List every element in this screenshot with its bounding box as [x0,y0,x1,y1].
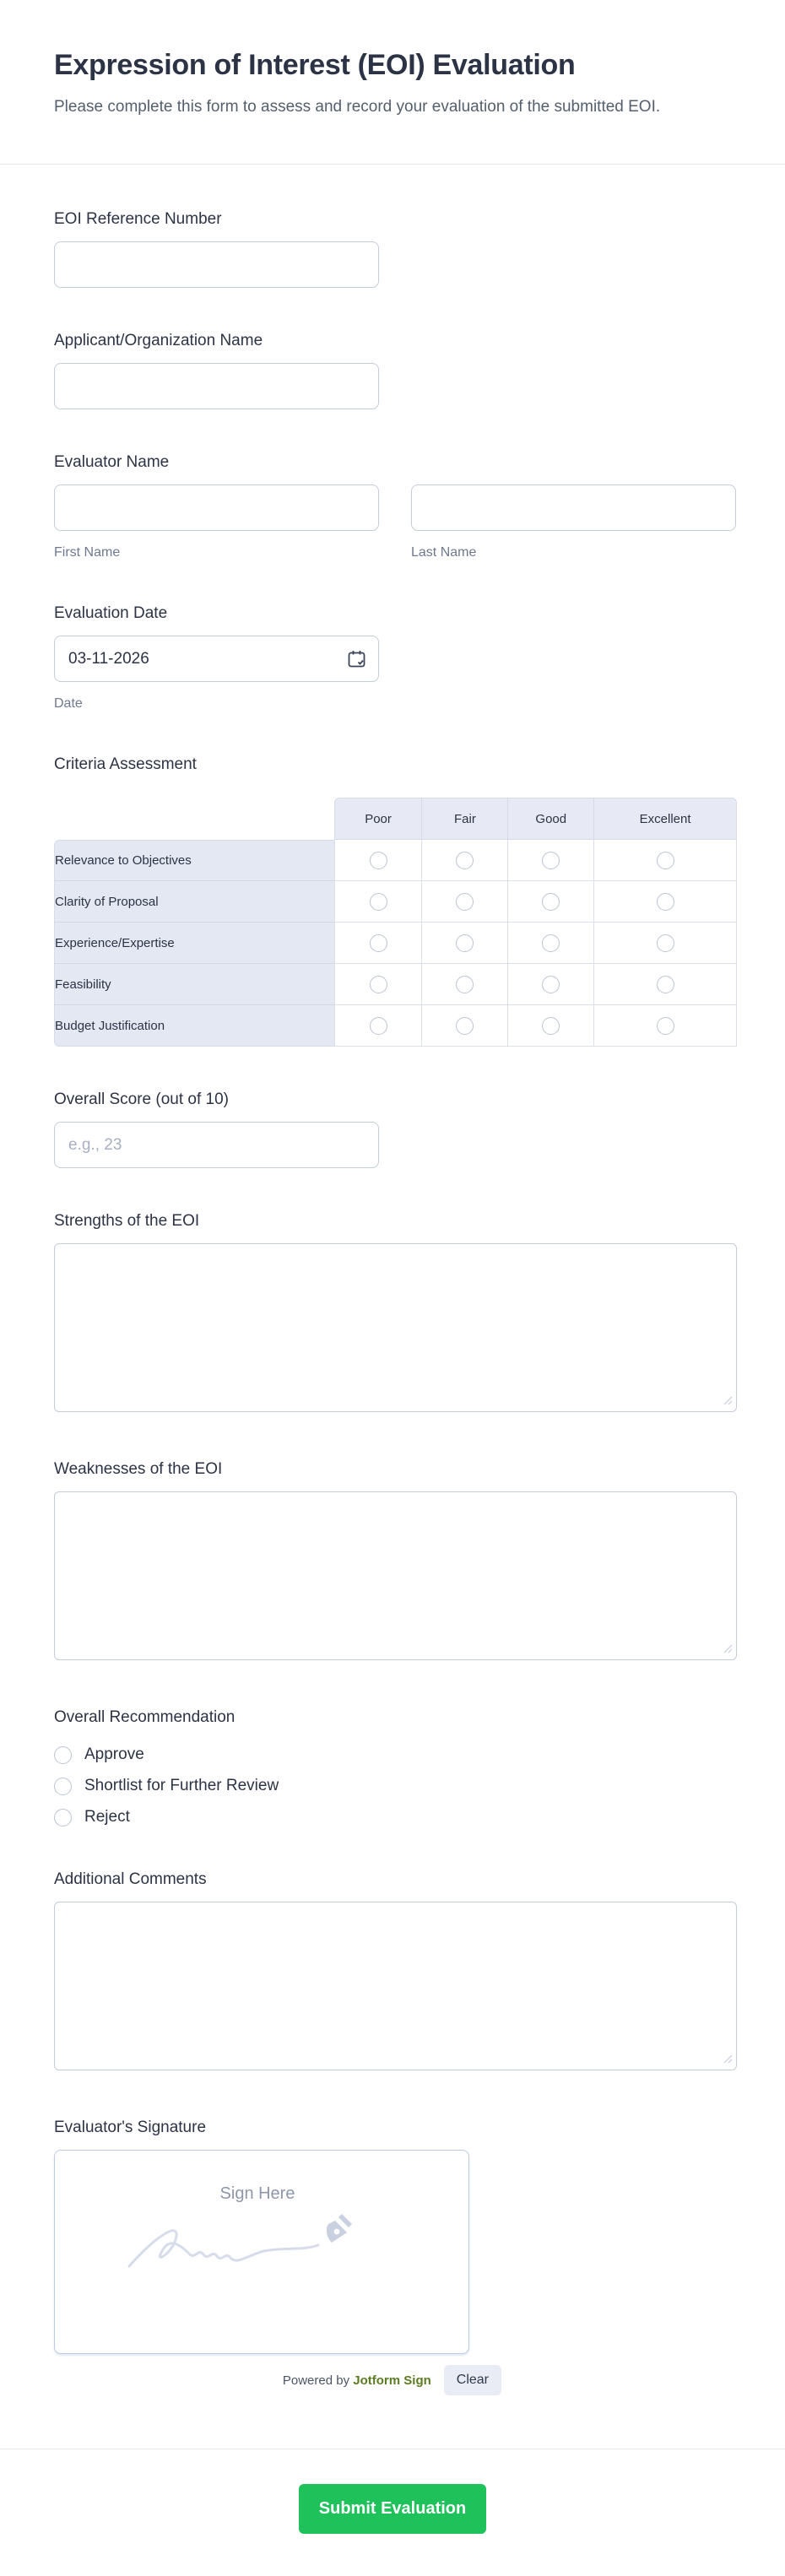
recommendation-option [54,1745,737,1764]
matrix-radio-good[interactable] [542,1017,560,1035]
matrix-radio-good[interactable] [542,893,560,911]
weaknesses-label: Weaknesses of the EOI [54,1460,223,1478]
matrix-row [54,964,737,1005]
matrix-body [54,840,737,1047]
matrix-radio-poor[interactable] [370,976,387,993]
matrix-radio-excellent[interactable] [657,976,674,993]
matrix-radio-cell [421,964,507,1005]
recommendation-option-label: Reject [84,1808,130,1826]
matrix-row-label: Experience/Expertise [54,923,334,964]
last-name-sublabel: Last Name [411,545,477,560]
recommendation-option-label: Shortlist for Further Review [84,1777,279,1794]
weaknesses-textarea[interactable] [54,1491,737,1660]
resize-grip-icon[interactable] [723,1394,733,1410]
matrix-radio-cell [421,923,507,964]
resize-grip-icon[interactable] [723,1642,733,1658]
matrix-row [54,923,737,964]
evaluator-name-label: Evaluator Name [54,453,170,471]
matrix-radio-cell [507,840,593,881]
eoi-reference-label: EOI Reference Number [54,210,222,228]
field-evaluation-date [54,604,737,712]
recommendation-radio[interactable] [54,1778,72,1795]
evaluator-name-row [54,484,737,560]
matrix-column-header: Fair [421,798,507,840]
matrix-radio-good[interactable] [542,852,560,869]
matrix-radio-poor[interactable] [370,852,387,869]
matrix-radio-cell [334,1005,422,1047]
matrix-head-row [54,798,737,840]
submit-button[interactable]: Submit Evaluation [299,2484,486,2534]
matrix-radio-poor[interactable] [370,1017,387,1035]
resize-grip-icon[interactable] [723,2053,733,2068]
additional-comments-label: Additional Comments [54,1870,207,1888]
criteria-matrix [54,798,737,1047]
matrix-radio-fair[interactable] [456,976,474,993]
criteria-assessment-label: Criteria Assessment [54,755,197,773]
field-eoi-reference [54,210,737,288]
signature-placeholder [55,2184,468,2283]
field-signature [54,2119,737,2395]
page-title: Expression of Interest (EOI) Evaluation [54,49,576,81]
signature-pad[interactable] [54,2150,469,2354]
form-subtitle: Please complete this form to assess and record your evaluation of the submitted EOI. [54,98,661,116]
recommendation-radio[interactable] [54,1746,72,1764]
weaknesses-textarea-wrap [54,1491,737,1664]
field-weaknesses [54,1460,737,1664]
matrix-radio-cell [507,881,593,923]
field-overall-score [54,1090,737,1168]
applicant-name-label: Applicant/Organization Name [54,332,263,349]
matrix-radio-cell [593,923,737,964]
matrix-radio-poor[interactable] [370,934,387,952]
matrix-corner-cell [54,798,334,840]
matrix-radio-cell [421,1005,507,1047]
first-name-column [54,484,379,560]
sign-here-text: Sign Here [219,2184,295,2203]
overall-score-label: Overall Score (out of 10) [54,1090,229,1108]
matrix-radio-cell [507,1005,593,1047]
matrix-radio-poor[interactable] [370,893,387,911]
field-additional-comments [54,1870,737,2075]
signature-footer [54,2365,501,2395]
recommendation-options [54,1745,737,1826]
recommendation-option [54,1777,737,1795]
matrix-radio-excellent[interactable] [657,893,674,911]
matrix-radio-cell [334,964,422,1005]
recommendation-option-label: Approve [84,1745,144,1763]
matrix-radio-fair[interactable] [456,893,474,911]
field-recommendation [54,1708,737,1826]
powered-by-text: Powered by Jotform Sign [282,2373,431,2388]
matrix-row [54,881,737,923]
submit-area [0,2449,785,2576]
matrix-row-label: Clarity of Proposal [54,881,334,923]
matrix-column-header: Excellent [593,798,737,840]
form-header [0,0,785,120]
recommendation-option [54,1808,737,1826]
matrix-radio-cell [334,840,422,881]
recommendation-label: Overall Recommendation [54,1708,236,1726]
comments-textarea-wrap [54,1902,737,2075]
matrix-radio-fair[interactable] [456,934,474,952]
additional-comments-textarea[interactable] [54,1902,737,2070]
evaluation-date-label: Evaluation Date [54,604,168,622]
matrix-row-label: Relevance to Objectives [54,840,334,881]
last-name-input[interactable] [411,484,736,531]
field-strengths [54,1212,737,1416]
matrix-row [54,1005,737,1047]
matrix-column-header: Good [507,798,593,840]
matrix-row [54,840,737,881]
matrix-radio-excellent[interactable] [657,1017,674,1035]
first-name-sublabel: First Name [54,545,121,560]
form-body [0,165,785,2395]
applicant-name-input[interactable] [54,363,379,409]
date-input-wrap [54,636,379,682]
jotform-sign-brand: Jotform Sign [353,2373,431,2388]
signature-label: Evaluator's Signature [54,2119,207,2136]
matrix-row-label: Feasibility [54,964,334,1005]
matrix-radio-excellent[interactable] [657,934,674,952]
overall-score-input[interactable] [54,1122,379,1168]
signature-clear-button[interactable]: Clear [444,2365,501,2395]
eoi-reference-input[interactable] [54,241,379,288]
matrix-column-header: Poor [334,798,422,840]
strengths-textarea[interactable] [54,1243,737,1412]
matrix-radio-fair[interactable] [456,852,474,869]
matrix-radio-cell [507,923,593,964]
matrix-radio-excellent[interactable] [657,852,674,869]
date-sublabel: Date [54,696,83,711]
strengths-textarea-wrap [54,1243,737,1416]
matrix-radio-cell [593,1005,737,1047]
field-applicant-name [54,332,737,409]
matrix-radio-cell [593,964,737,1005]
strengths-label: Strengths of the EOI [54,1212,200,1230]
matrix-radio-fair[interactable] [456,1017,474,1035]
matrix-row-label: Budget Justification [54,1005,334,1047]
date-input[interactable] [54,636,379,682]
matrix-radio-cell [593,840,737,881]
matrix-radio-cell [421,840,507,881]
matrix-radio-cell [421,881,507,923]
signature-squiggle-and-pen-icon [122,2199,401,2283]
matrix-radio-cell [334,923,422,964]
first-name-input[interactable] [54,484,379,531]
calendar-icon[interactable] [347,649,366,673]
matrix-radio-cell [507,964,593,1005]
matrix-radio-cell [334,881,422,923]
matrix-radio-good[interactable] [542,934,560,952]
matrix-radio-good[interactable] [542,976,560,993]
last-name-column [411,484,736,560]
field-criteria-assessment [54,755,737,1047]
matrix-radio-cell [593,881,737,923]
field-evaluator-name [54,453,737,560]
recommendation-radio[interactable] [54,1809,72,1826]
